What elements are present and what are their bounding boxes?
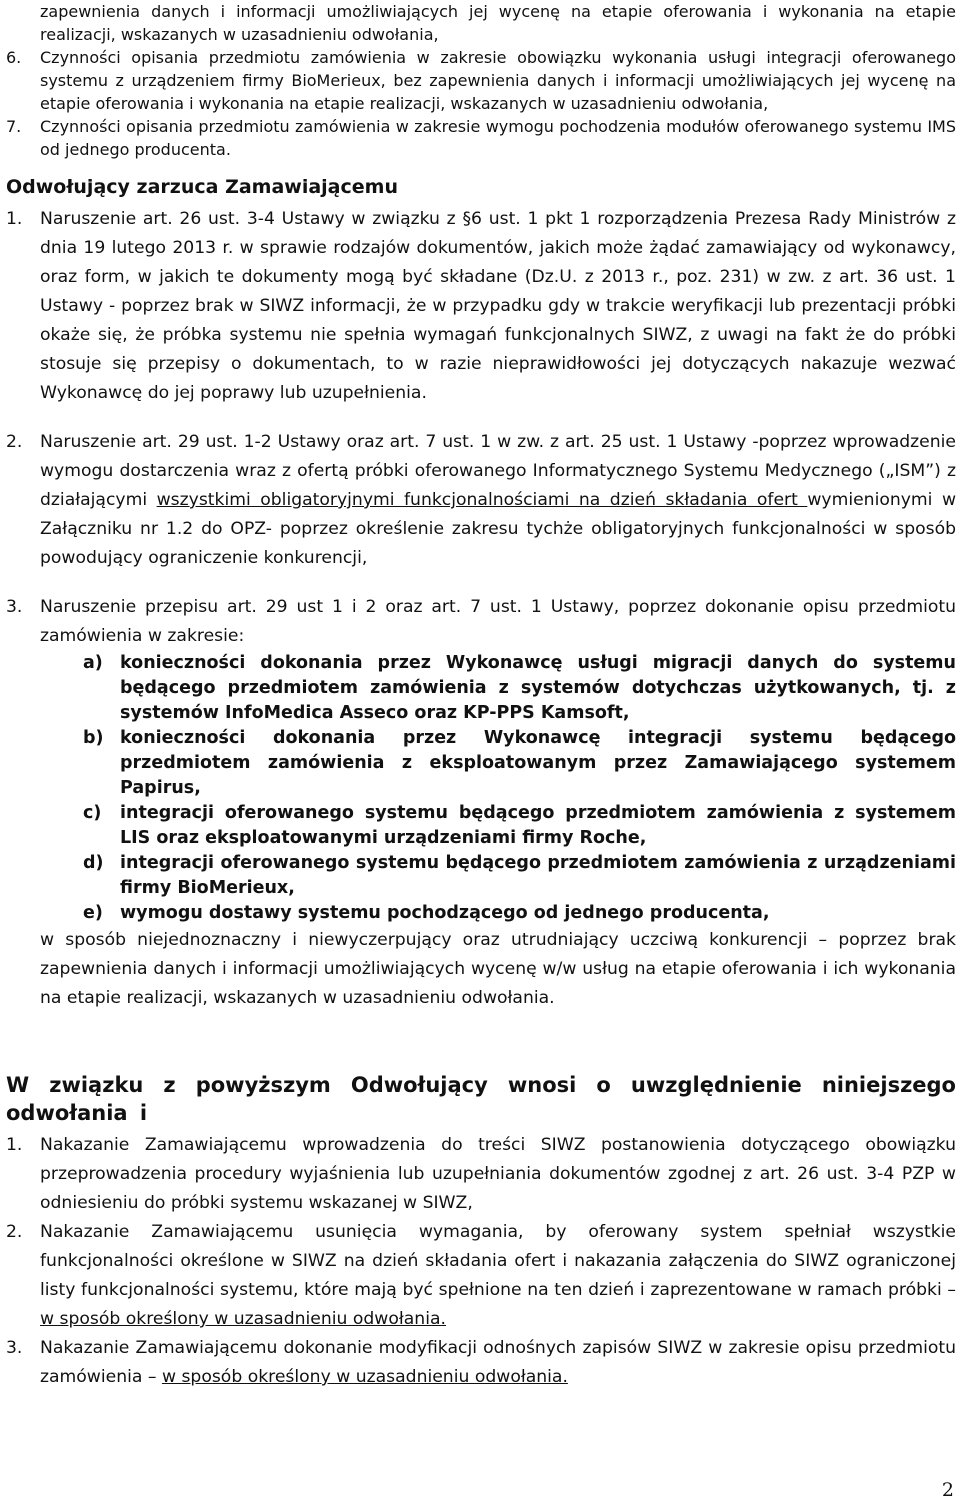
list-number: 1. bbox=[6, 209, 23, 229]
list-item-text bbox=[40, 1218, 956, 1334]
requests-heading: W związku z powyższym Odwołujący wnosi o uwzględnienie niniejszego odwołania i bbox=[6, 1073, 956, 1125]
list-item-text: Czynności opisania przedmiotu zamówienia w zakresie wymogu pochodzenia modułów oferowanego systemu IMS od jednego producenta. bbox=[40, 117, 956, 159]
underlined-text: wszystkimi obligatoryjnymi funkcjonalnościami na dzień składania ofert bbox=[156, 490, 808, 510]
text-segment: wymienionymi w Załączniku nr 1.2 do OPZ- poprzez określenie zakresu tychże obligatoryjnych funkcjonalności w sposób powodujący ograniczenie konkurencji, bbox=[40, 490, 956, 568]
list-item bbox=[6, 428, 956, 573]
list-number bbox=[6, 926, 40, 1013]
list-number: 2. bbox=[6, 432, 23, 452]
spacer bbox=[6, 573, 956, 593]
sub-item-text: konieczności dokonania przez Wykonawcę integracji systemu będącego przedmiotem zamówienia z eksploatowanym przez Zamawiającego systemem Papirus, bbox=[120, 728, 956, 798]
list-item-text bbox=[40, 428, 956, 573]
list-item bbox=[6, 1218, 956, 1334]
sub-item-label: e) bbox=[83, 903, 103, 923]
list-item bbox=[6, 1131, 956, 1218]
list-number: 7. bbox=[6, 117, 22, 136]
text-segment: Nakazanie Zamawiającemu dokonanie modyfikacji odnośnych zapisów SIWZ w zakresie opisu przedmiotu zamówienia – bbox=[40, 1338, 956, 1387]
list-item bbox=[6, 115, 956, 161]
sub-item-label: b) bbox=[83, 728, 104, 748]
sub-item-text: wymogu dostawy systemu pochodzącego od jednego producenta, bbox=[120, 903, 770, 923]
closing-text: w sposób niejednoznaczny i niewyczerpujący oraz utrudniający uczciwą konkurencji – poprzez brak zapewnienia danych i informacji umożliwiających wycenę w/w usług na etapie oferowania i ich wykonania na etapie realizacji, wskazanych w uzasadnieniu odwołania. bbox=[40, 930, 956, 1008]
page-number: 2 bbox=[941, 1479, 954, 1501]
list-item-text: Czynności opisania przedmiotu zamówienia w zakresie obowiązku wykonania usługi integracji oferowanego systemu z urządzeniem firmy BioMerieux, bez zapewnienia danych i informacji umożliwiających jej wycenę na etapie oferowania i wykonania na etapie realizacji, wskazanych w uzasadnieniu odwołania, bbox=[40, 48, 956, 113]
document-page bbox=[6, 0, 956, 1392]
list-item bbox=[6, 0, 956, 46]
requests-section bbox=[6, 1131, 956, 1392]
spacer bbox=[6, 408, 956, 428]
underlined-text: w sposób określony w uzasadnieniu odwołania. bbox=[161, 1367, 568, 1387]
list-number: 3. bbox=[6, 1338, 23, 1358]
list-number: 6. bbox=[6, 48, 22, 67]
sub-item-text: integracji oferowanego systemu będącego przedmiotem zamówienia z systemem LIS oraz eksploatowanymi urządzeniami firmy Roche, bbox=[120, 803, 956, 848]
list-item bbox=[6, 46, 956, 115]
sub-item-text: integracji oferowanego systemu będącego przedmiotem zamówienia z urządzeniami firmy BioMerieux, bbox=[120, 853, 956, 898]
list-number: 3. bbox=[6, 597, 23, 617]
list-item-text: Naruszenie art. 26 ust. 3-4 Ustawy w związku z §6 ust. 1 pkt 1 rozporządzenia Prezesa Rady Ministrów z dnia 19 lutego 2013 r. w sprawie rodzajów dokumentów, jakich może żądać zamawiający od wykonawcy, oraz form, w jakich te dokumenty mogą być składane (Dz.U. z 2013 r., poz. 231) w zw. z art. 36 ust. 1 Ustawy - poprzez brak w SIWZ informacji, że w przypadku gdy w trakcie weryfikacji lub prezentacji próbki okaże się, że próbka systemu nie spełnia wymagań funkcjonalnych SIWZ, z uwagi na fakt że do próbki stosuje się przepisy o dokumentach, to w razie nieprawidłowości jej dotyczących nakazuje wezwać Wykonawcę do jej poprawy lub uzupełnienia. bbox=[40, 209, 956, 403]
list-item bbox=[6, 926, 956, 1013]
allegations-heading: Odwołujący zarzuca Zamawiającemu bbox=[6, 176, 398, 198]
underlined-text: w sposób określony w uzasadnieniu odwołania. bbox=[40, 1309, 446, 1329]
sub-item-label: c) bbox=[83, 803, 102, 823]
list-item-text bbox=[40, 1334, 956, 1392]
list-item bbox=[6, 205, 956, 408]
list-number: 2. bbox=[6, 1222, 23, 1242]
continuation-text: zapewnienia danych i informacji umożliwiających jej wycenę na etapie oferowania i wykonania na etapie realizacji, wskazanych w uzasadnieniu odwołania, bbox=[40, 2, 956, 44]
text-segment: Nakazanie Zamawiającemu usunięcia wymagania, by oferowany system spełniał wszystkie funkcjonalności określone w SIWZ na dzień składania ofert i nakazania załączenia do SIWZ ograniczonej listy funkcjonalności systemu, które mają być spełnione na ten dzień i zaprezentowane w ramach próbki – bbox=[40, 1222, 956, 1300]
intro-section bbox=[6, 0, 956, 161]
sub-item bbox=[83, 651, 956, 726]
list-item bbox=[6, 1334, 956, 1392]
sub-item bbox=[83, 851, 956, 901]
spacer bbox=[6, 1013, 956, 1071]
sub-item bbox=[83, 901, 956, 926]
text-segment: Naruszenie art. 29 ust. 1-2 Ustawy oraz art. 7 ust. 1 w zw. z art. 25 ust. 1 Ustawy -poprzez wprowadzenie wymogu dostarczenia wraz z ofertą próbki oferowanego Informatycznego Systemu Medycznego („ISM”) z działającymi bbox=[40, 432, 956, 510]
sub-item-label: d) bbox=[83, 853, 104, 873]
list-item-text: Nakazanie Zamawiającemu wprowadzenia do treści SIWZ postanowienia dotyczącego obowiązku przeprowadzenia procedury wyjaśnienia lub uzupełniania dokumentów zgodnej z art. 26 ust. 3-4 PZP w odniesieniu do próbki systemu wskazanej w SIWZ, bbox=[40, 1135, 956, 1213]
list-number bbox=[6, 0, 40, 46]
list-item bbox=[6, 593, 956, 651]
sub-item bbox=[83, 801, 956, 851]
allegations-section bbox=[6, 205, 956, 1013]
sub-item-text: konieczności dokonania przez Wykonawcę usługi migracji danych do systemu będącego przedmiotem zamówienia z systemów dotychczas użytkowanych, tj. z systemów InfoMedica Asseco oraz KP-PPS Kamsoft, bbox=[120, 653, 956, 723]
sub-item-label: a) bbox=[83, 653, 103, 673]
list-number: 1. bbox=[6, 1135, 23, 1155]
sub-item bbox=[83, 726, 956, 801]
list-item-text: Naruszenie przepisu art. 29 ust 1 i 2 oraz art. 7 ust. 1 Ustawy, poprzez dokonanie opisu przedmiotu zamówienia w zakresie: bbox=[40, 597, 956, 646]
